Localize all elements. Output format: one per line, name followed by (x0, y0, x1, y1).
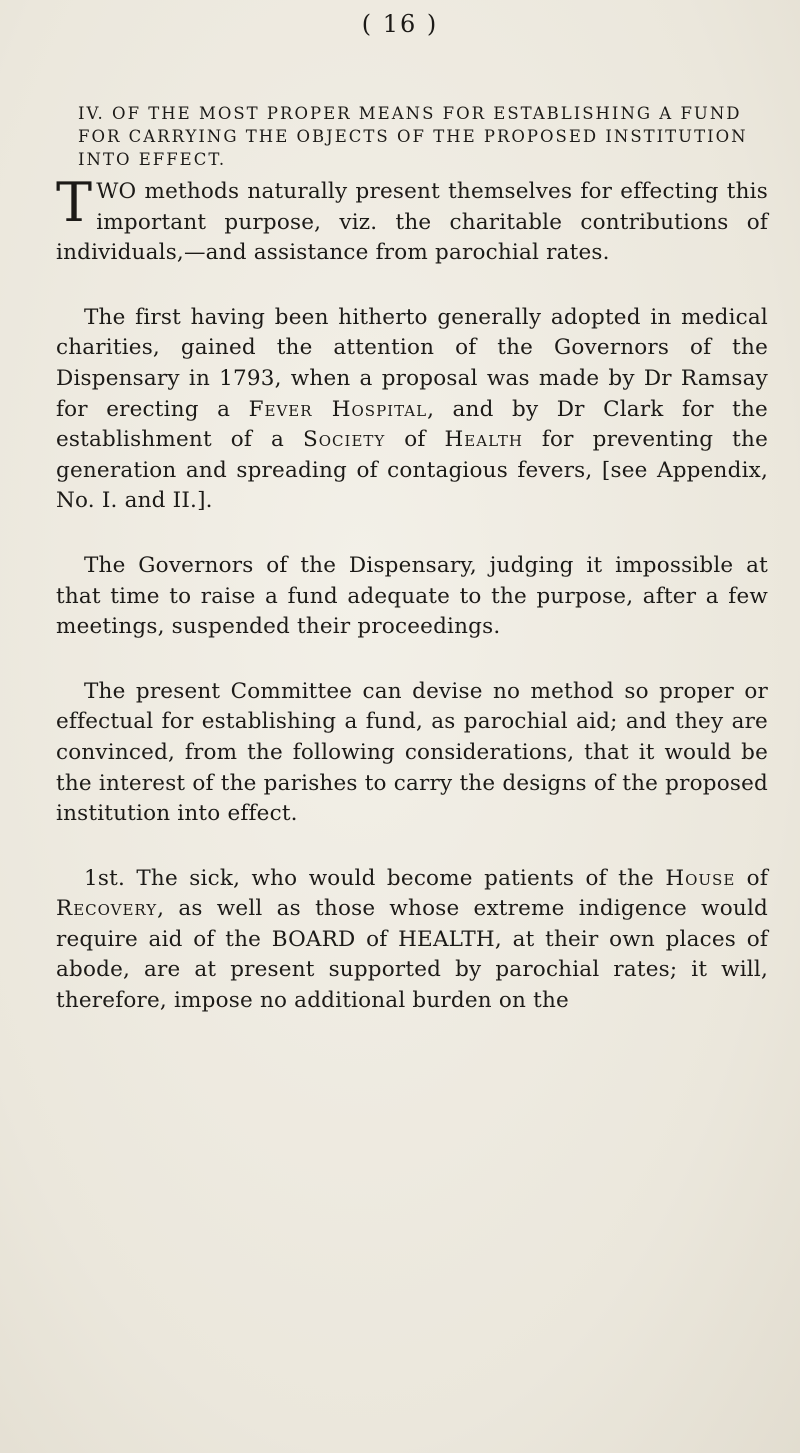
paragraph-1-text: WO methods naturally present themselves for effecting this important purpose, viz. the charitable contributions of individuals,—and assistance from parochial rates. (56, 179, 768, 266)
paragraph-5-part-3: , as well as those whose extreme indigence would require aid of the BOARD of HEALTH, at their own places of abode, are at present supported by parochial rates; it will, therefore, impose no additional burden on the (56, 896, 768, 1014)
paragraph-2-part-3: of (385, 427, 445, 453)
paragraph-2 (56, 303, 768, 517)
recovery-term: Recovery (56, 896, 158, 922)
section-heading: IV. OF THE MOST PROPER MEANS FOR ESTABLISHING A FUND FOR CARRYING THE OBJECTS OF THE PROPOSED INSTITUTION INTO EFFECT. (78, 104, 748, 169)
health-term: Health (444, 427, 523, 453)
paragraph-3: The Governors of the Dispensary, judging it impossible at that time to raise a fund adequate to the purpose, after a few meetings, suspended their proceedings. (56, 552, 768, 640)
paragraph-2-part-2: , and by Dr Clark for the establishment of a (56, 396, 768, 453)
body-text (56, 171, 768, 1051)
paragraph-5 (56, 864, 768, 1017)
drop-cap: T (56, 171, 93, 234)
paragraph-1 (56, 171, 768, 269)
paragraph-5-part-1: 1st. The sick, who would become patients of the (84, 865, 666, 891)
paragraph-2-part-1: The first having been hitherto generally adopted in medical charities, gained the attention of the Governors of the Dispensary in 1793, when a proposal was made by Dr Ramsay for erecting a (56, 304, 768, 422)
paragraph-5-part-2: of (735, 865, 768, 891)
society-term: Society (303, 427, 386, 453)
house-term: House (665, 865, 736, 891)
paragraph-2-part-4: for preventing the generation and spreading of contagious fevers, [see Appendix, No. I. and II.]. (56, 427, 768, 514)
page-number: ( 16 ) (361, 10, 439, 38)
fever-hospital-term: Fever Hospital (248, 396, 428, 422)
paragraph-4: The present Committee can devise no method so proper or effectual for establishing a fund, as parochial aid; and they are convinced, from the following considerations, that it would be the interest of the parishes to carry the designs of the proposed institution into effect. (56, 678, 768, 827)
